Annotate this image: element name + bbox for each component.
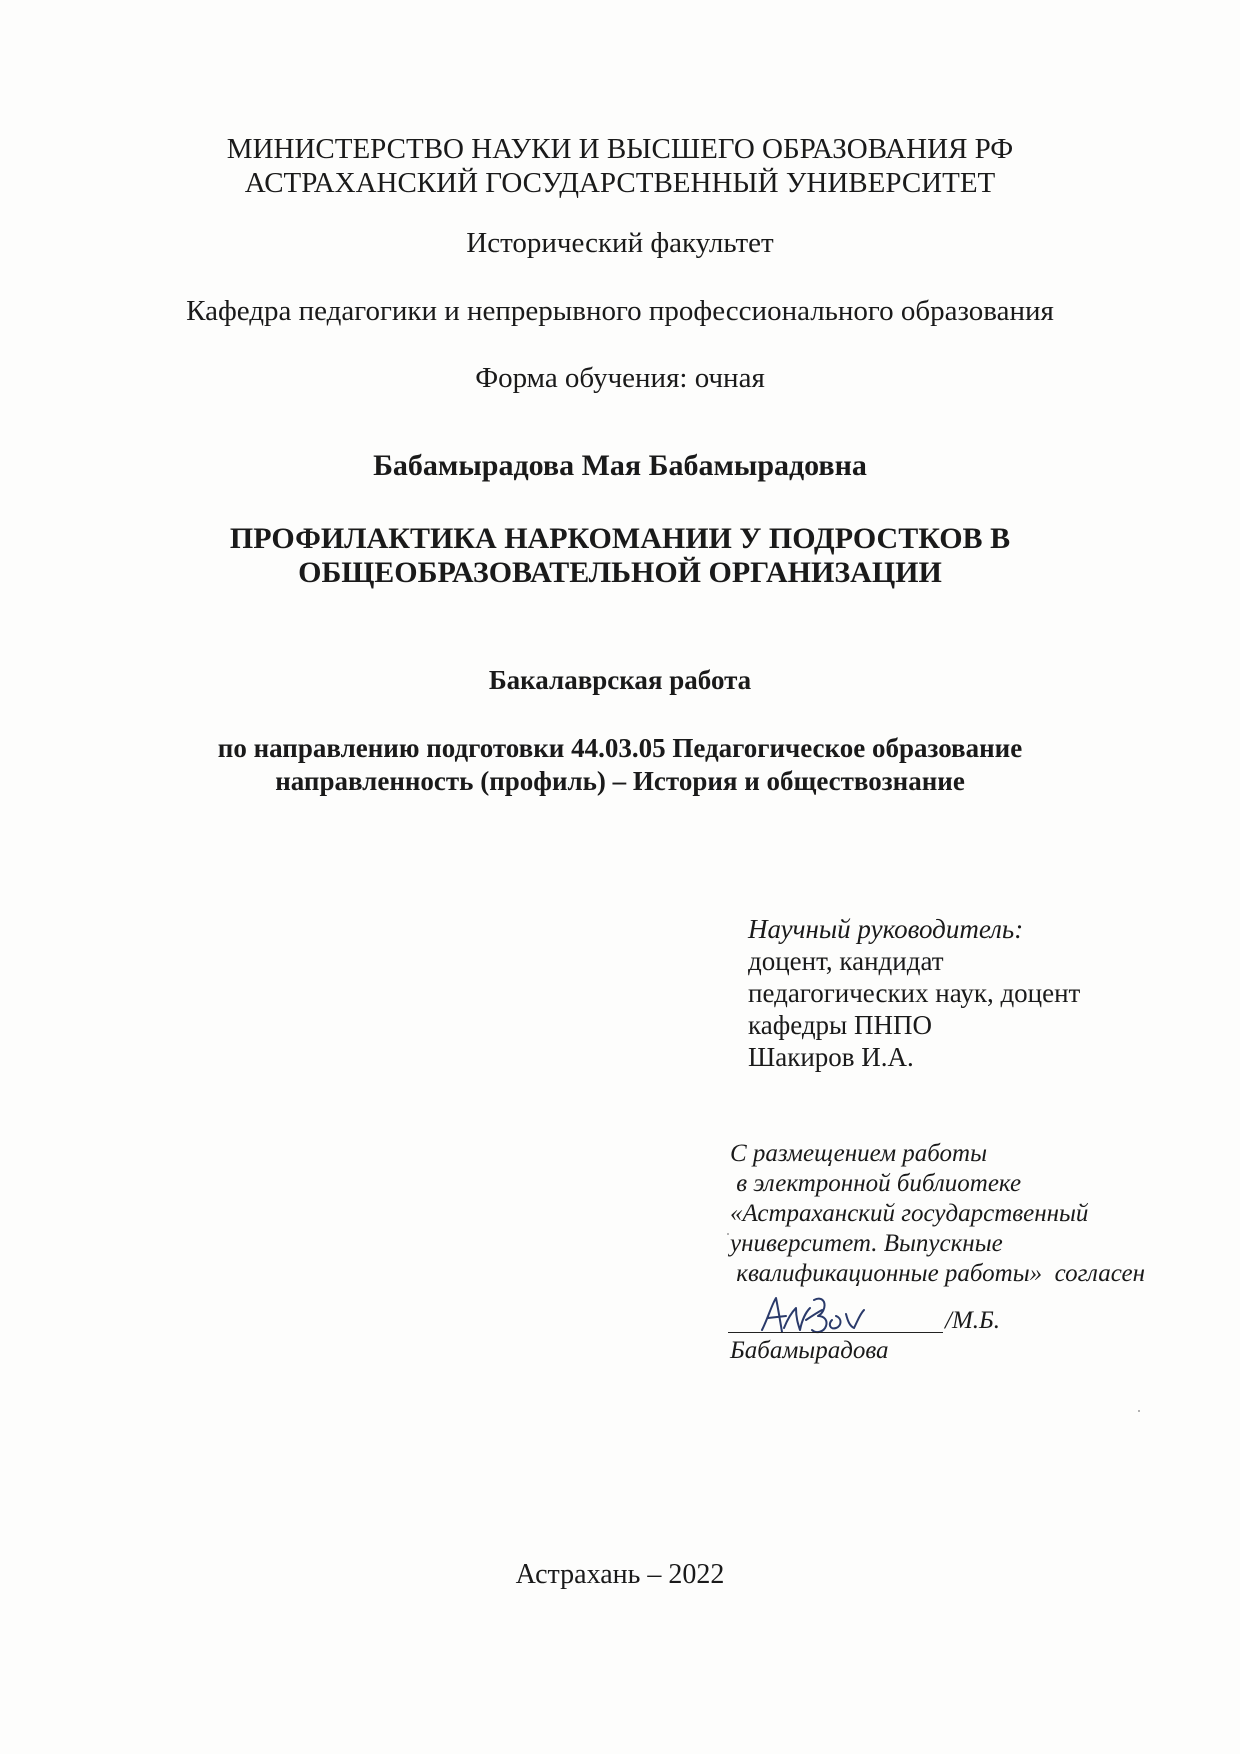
thesis-title-line-2: ОБЩЕОБРАЗОВАТЕЛЬНОЙ ОРГАНИЗАЦИИ xyxy=(298,556,942,589)
department-name: Кафедра педагогики и непрерывного профессионального образования xyxy=(186,295,1054,327)
signature-initials: /М.Б. xyxy=(945,1307,1001,1334)
scan-speck xyxy=(1138,1410,1140,1412)
faculty-name: Исторический факультет xyxy=(466,227,774,259)
work-type: Бакалаврская работа xyxy=(488,665,752,695)
university-heading: АСТРАХАНСКИЙ ГОСУДАРСТВЕННЫЙ УНИВЕРСИТЕТ xyxy=(244,167,996,199)
direction-line-1: по направлению подготовки 44.03.05 Педагогическое образование xyxy=(217,733,1023,763)
author-name: Бабамырадова Мая Бабамырадовна xyxy=(373,449,867,482)
ministry-heading: МИНИСТЕРСТВО НАУКИ И ВЫСШЕГО ОБРАЗОВАНИЯ РФ xyxy=(226,133,1014,165)
thesis-title-line-1: ПРОФИЛАКТИКА НАРКОМАНИИ У ПОДРОСТКОВ В xyxy=(229,522,1011,555)
consent-line-5: квалификационные работы» согласен xyxy=(730,1260,1146,1287)
consent-line-4: университет. Выпускные xyxy=(730,1230,1003,1257)
supervisor-position-line-1: доцент, кандидат xyxy=(748,946,944,976)
city-year: Астрахань – 2022 xyxy=(515,1559,725,1590)
study-form: Форма обучения: очная xyxy=(475,362,765,394)
supervisor-position-line-3: кафедры ПНПО xyxy=(748,1010,932,1040)
supervisor-position-line-2: педагогических наук, доцент xyxy=(748,978,1081,1008)
consent-line-2: в электронной библиотеке xyxy=(730,1170,1022,1197)
signature-line xyxy=(728,1332,943,1333)
consent-line-1: С размещением работы xyxy=(730,1140,988,1167)
direction-line-2: направленность (профиль) – История и обществознание xyxy=(275,766,965,796)
supervisor-name: Шакиров И.А. xyxy=(748,1042,914,1072)
supervisor-label: Научный руководитель: xyxy=(748,914,1024,944)
signature-surname: Бабамырадова xyxy=(730,1337,889,1364)
consent-line-3: «Астраханский государственный xyxy=(730,1200,1089,1227)
scan-speck xyxy=(727,1233,729,1235)
